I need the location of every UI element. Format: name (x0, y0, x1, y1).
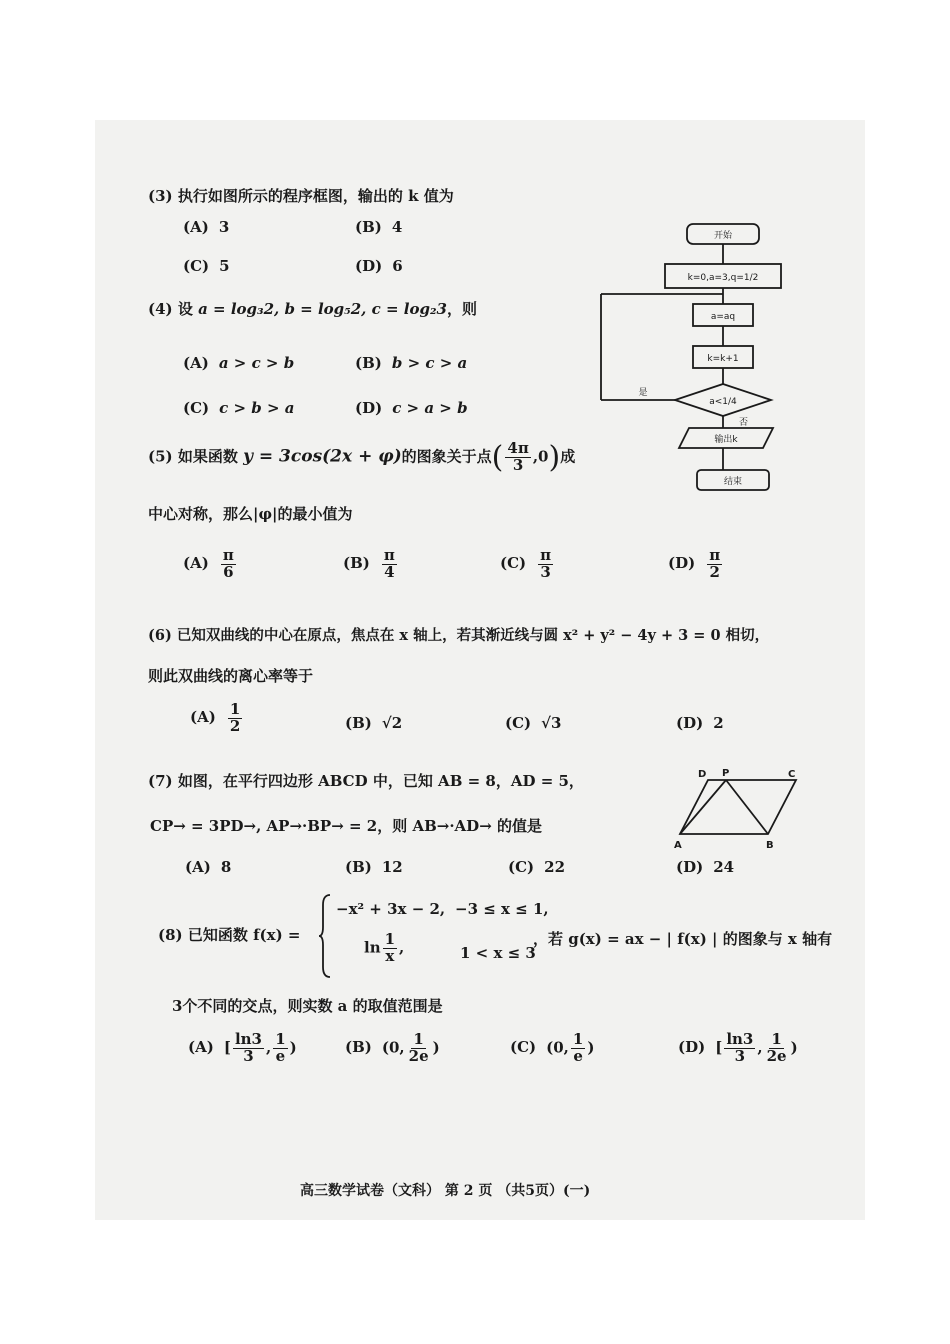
vertex-b-label: B (766, 840, 774, 851)
q6-line1: (6) 已知双曲线的中心在原点，焦点在 x 轴上，若其渐近线与圆 x² + y² − 4y + 3 = 0 相切， (148, 627, 770, 644)
frac-num: ln3 (234, 1030, 262, 1048)
option-frac (221, 548, 236, 581)
frac-den: 4 (384, 562, 395, 581)
frac-num: π (222, 546, 234, 564)
option-value: 8 (220, 858, 232, 876)
q4-option-c (183, 399, 295, 417)
frac-num: π (540, 546, 552, 564)
q7-option-b (345, 858, 403, 876)
option-label: (D) (355, 257, 383, 275)
q6-line2: 则此双曲线的离心率等于 (148, 667, 314, 685)
q5-option-c (500, 548, 555, 581)
option-label: (A) (190, 708, 216, 727)
option-label: (B) (343, 554, 370, 573)
frac-num: π (709, 546, 721, 564)
vertex-p-label: P (722, 768, 730, 779)
option-frac (707, 548, 722, 581)
q4-option-d (355, 399, 468, 417)
bracket-close: ) (587, 1038, 595, 1057)
option-label: (C) (510, 1038, 537, 1057)
q7-option-c (508, 858, 565, 876)
flow-step1-text: a=aq (710, 312, 736, 322)
frac-den: e (275, 1046, 286, 1065)
frac-den: x (385, 946, 395, 965)
bracket-open: (0, (546, 1038, 569, 1057)
q5-stem-prefix: (5) 如果函数 (148, 447, 238, 466)
q8-piece2-frac (383, 932, 397, 965)
q6-option-c (505, 714, 561, 732)
frac-num: 1 (572, 1030, 584, 1048)
q8-option-c (510, 1032, 594, 1065)
frac-den: 3 (540, 562, 551, 581)
option-label: (C) (500, 554, 527, 573)
option-value: b > c > a (391, 354, 468, 372)
frac-num: 1 (413, 1030, 424, 1048)
q7-line2: CP→ = 3PD→, AP→·BP→ = 2，则 AB→·AD→ 的值是 (150, 817, 542, 835)
bracket-open: (0, (381, 1038, 405, 1057)
q5-mid: 的图象关于点 (401, 447, 492, 466)
option-frac (538, 548, 553, 581)
frac-den: 3 (243, 1046, 254, 1065)
q5-stem: (5) 如果函数 y = 3cos(2x + φ)的图象关于点( $\frac{4\pi}{3}$ ,0)成 (148, 439, 576, 475)
page-footer: 高三数学试卷（文科） 第 2 页 （共5页）(一) (300, 1183, 591, 1199)
frac-den: 3 (512, 456, 524, 474)
q6-option-a (190, 702, 244, 735)
frac-num: ln3 (726, 1030, 754, 1048)
option-value: c > a > b (392, 399, 468, 417)
frac-num: 1 (229, 700, 241, 718)
flow-output-text: 输出k (714, 435, 738, 445)
option-label: (C) (183, 399, 210, 417)
option-value: 5 (219, 257, 230, 275)
frac-num: 1 (275, 1030, 286, 1048)
q5-point-frac (505, 441, 530, 474)
option-frac (228, 702, 242, 735)
option-label: (B) (345, 714, 372, 732)
frac-den: 2 (229, 716, 241, 735)
q4-stem (148, 298, 477, 319)
bracket-close: ) (289, 1038, 297, 1057)
q8-suffix: ，若 g(x) = ax − | f(x) | 的图象与 x 轴有 (533, 930, 833, 948)
option-frac-2 (765, 1032, 789, 1065)
q8-prefix: (8) 已知函数 f(x) = (158, 926, 301, 944)
flowchart (595, 218, 795, 503)
q3-option-d (355, 257, 403, 275)
q6-option-b (345, 714, 402, 732)
option-value: c > b > a (219, 399, 295, 417)
option-value: 3 (218, 218, 230, 236)
q8-piece2-cond: 1 < x ≤ 3 (460, 944, 536, 962)
q4-option-b (355, 354, 467, 372)
q8-option-a: (A) [ $\frac{\ln 3}{3}$ , $\frac{1}{e}$ ) (188, 1030, 297, 1065)
bracket-open: [ (715, 1038, 723, 1057)
option-value: 24 (713, 858, 735, 876)
option-frac-2 (273, 1032, 287, 1065)
option-frac-1 (724, 1032, 755, 1065)
q5-option-b (343, 548, 399, 581)
flow-decision-text: a<1/4 (709, 397, 737, 407)
option-frac-1 (233, 1032, 264, 1065)
q3-option-a (183, 218, 229, 236)
bracket-open: [ (223, 1038, 231, 1057)
option-label: (A) (183, 354, 209, 372)
q5-option-a (183, 548, 238, 581)
frac-num: 1 (771, 1030, 782, 1048)
q5-line2: 中心对称，那么|φ|的最小值为 (148, 505, 353, 523)
frac-den: e (573, 1046, 583, 1065)
option-frac (571, 1032, 585, 1065)
option-value: 4 (391, 218, 403, 236)
option-label: (B) (345, 1038, 372, 1057)
vertex-a-label: A (674, 840, 682, 851)
option-value: 22 (544, 858, 566, 876)
frac-den: 2e (766, 1046, 787, 1065)
option-label: (D) (668, 554, 696, 573)
option-label: (C) (505, 714, 532, 732)
q5-func: y = 3cos(2x + φ) (243, 446, 402, 467)
q8-left-brace (318, 893, 332, 979)
q8-piece2-expr: ln (364, 938, 381, 957)
option-label: (C) (508, 858, 535, 876)
option-value: √2 (381, 714, 403, 732)
option-label: (C) (183, 257, 210, 275)
option-label: (A) (188, 1038, 214, 1057)
q7-option-a (185, 858, 231, 876)
option-value: 2 (713, 714, 724, 732)
option-label: (A) (185, 858, 211, 876)
flow-init-text: k=0,a=3,q=1/2 (687, 273, 759, 283)
frac-num: π (383, 546, 395, 564)
segment-bp (726, 780, 768, 834)
bracket-close: ) (432, 1038, 440, 1057)
option-value: 12 (381, 858, 403, 876)
bracket-close: ) (790, 1038, 798, 1057)
option-label: (D) (678, 1038, 706, 1057)
flow-yes-label: 是 (638, 388, 648, 398)
option-label: (B) (345, 858, 372, 876)
vertex-d-label: D (698, 769, 707, 780)
option-value: √3 (541, 714, 562, 732)
option-value: 6 (392, 257, 403, 275)
q6-option-d (676, 714, 724, 732)
q5-option-d (668, 548, 724, 581)
q7-option-d (676, 858, 734, 876)
parallelogram-abcd (680, 780, 796, 834)
q3-option-b (355, 218, 402, 236)
q8-piece2: ln $\frac{1}{x}$ , (364, 930, 405, 965)
option-label: (B) (355, 218, 382, 236)
flow-no-label: 否 (739, 418, 749, 428)
q4-stem-prefix: (4) 设 (148, 300, 193, 318)
q4-stem-math: a = log₃2, b = log₅2, c = log₂3 (198, 300, 447, 318)
option-label: (B) (355, 354, 382, 372)
frac-den: 2e (408, 1046, 429, 1065)
vertex-c-label: C (788, 769, 796, 780)
frac-num: 4π (507, 439, 529, 458)
flow-end-text: 结束 (723, 477, 743, 487)
q8-option-b (345, 1032, 440, 1065)
option-label: (A) (183, 218, 209, 236)
option-label: (D) (676, 714, 704, 732)
flow-start-text: 开始 (713, 231, 733, 241)
q5-stem-suffix: 成 (560, 447, 576, 466)
q7-line1: (7) 如图，在平行四边形 ABCD 中，已知 AB = 8，AD = 5， (148, 772, 584, 790)
option-frac (382, 548, 397, 581)
option-label: (D) (676, 858, 704, 876)
parallelogram-figure (668, 764, 808, 854)
q3-stem: (3) 执行如图所示的程序框图，输出的 k 值为 (148, 187, 454, 205)
option-frac (407, 1032, 431, 1065)
q8-line2: 3个不同的交点，则实数 a 的取值范围是 (172, 997, 443, 1015)
frac-den: 3 (734, 1046, 746, 1065)
option-label: (A) (183, 554, 209, 573)
option-value: a > c > b (218, 354, 295, 372)
q4-option-a (183, 354, 294, 372)
q8-piece1-expr: −x² + 3x − 2, (336, 900, 446, 918)
frac-den: 6 (223, 562, 234, 581)
frac-num: 1 (384, 930, 396, 948)
flow-step2-text: k=k+1 (707, 354, 739, 364)
q3-option-c (183, 257, 230, 275)
q5-point-rest: ,0 (532, 447, 549, 466)
q8-option-d: (D) [ $\frac{\ln 3}{3}$ , $\frac{1}{2e}$ ) (678, 1030, 798, 1065)
option-label: (D) (355, 399, 383, 417)
q4-stem-suffix: ，则 (446, 300, 477, 318)
frac-den: 2 (709, 562, 720, 581)
q8-piece1-cond: −3 ≤ x ≤ 1, (455, 900, 549, 918)
